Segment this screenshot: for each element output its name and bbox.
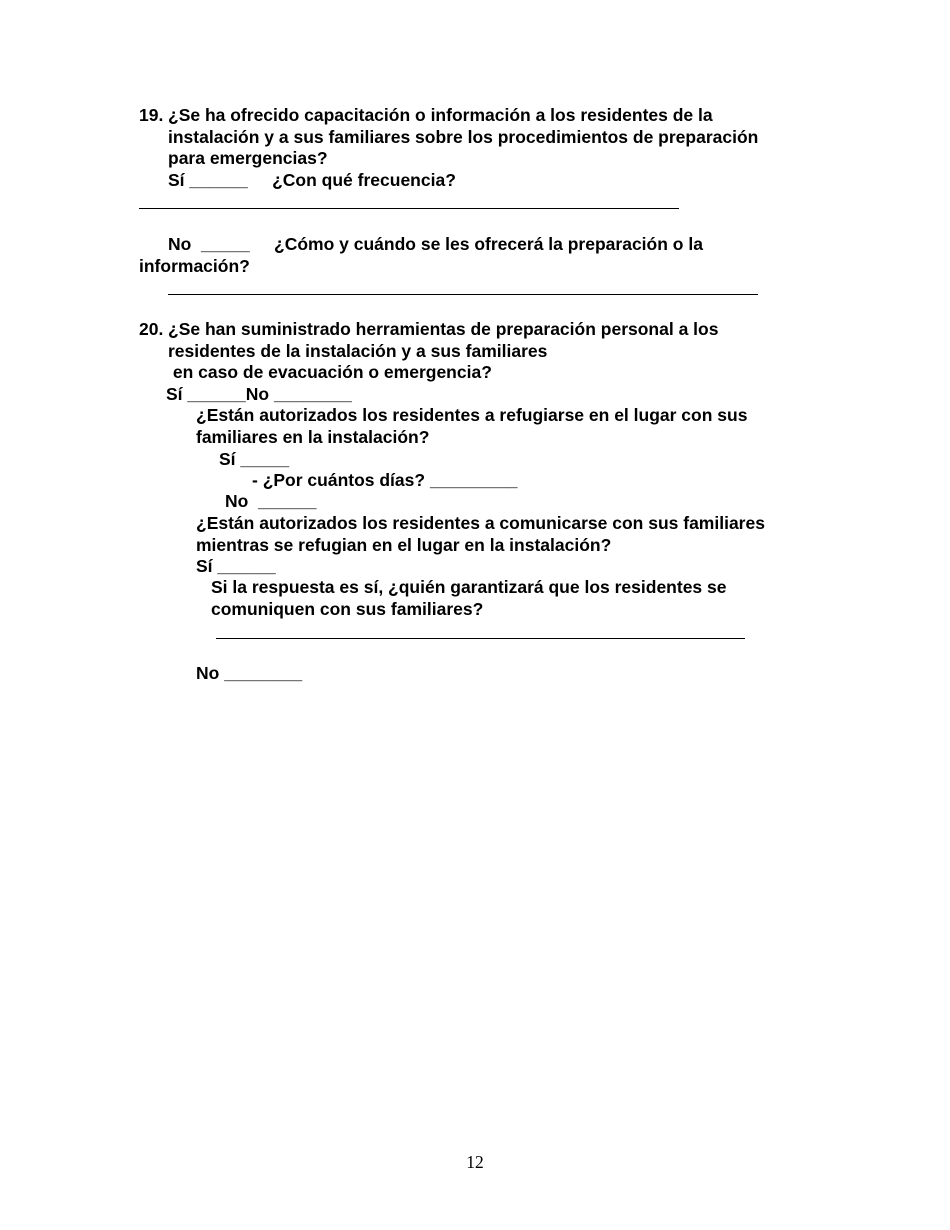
communicate-answer-line xyxy=(216,638,745,639)
q19-number: 19. xyxy=(139,105,164,125)
q19-yes-line: Sí ______ ¿Con qué frecuencia? xyxy=(168,170,456,190)
q19-no-line: No _____ ¿Cómo y cuándo se les ofrecerá la preparación o la xyxy=(168,234,703,254)
q19-question-line-2: instalación y a sus familiares sobre los procedimientos de preparación xyxy=(168,127,759,147)
q20-yes-no-line: Sí ______No ________ xyxy=(166,384,352,404)
shelter-yes-line: Sí _____ xyxy=(219,449,290,469)
communicate-question-line-1: ¿Están autorizados los residentes a comunicarse con sus familiares xyxy=(196,513,765,533)
shelter-days-line: - ¿Por cuántos días? _________ xyxy=(252,470,518,490)
q20-question-line-1: ¿Se han suministrado herramientas de preparación personal a los xyxy=(168,319,719,339)
page-number: 12 xyxy=(466,1152,484,1172)
q20-number: 20. xyxy=(139,319,164,339)
q19-question-line-3: para emergencias? xyxy=(168,148,328,168)
shelter-question-line-1: ¿Están autorizados los residentes a refugiarse en el lugar con sus xyxy=(196,405,748,425)
communicate-followup-line-2: comuniquen con sus familiares? xyxy=(211,599,484,619)
q19-no-line-cont: información? xyxy=(139,256,250,276)
communicate-followup-line-1: Si la respuesta es sí, ¿quién garantizará que los residentes se xyxy=(211,577,727,597)
q19-question-line-1: ¿Se ha ofrecido capacitación o información a los residentes de la xyxy=(168,105,713,125)
shelter-no-line: No ______ xyxy=(225,491,317,511)
communicate-yes-line: Sí ______ xyxy=(196,556,276,576)
communicate-question-line-2: mientras se refugian en el lugar en la instalación? xyxy=(196,535,612,555)
q19-no-answer-line xyxy=(168,294,758,295)
q20-question-line-2: residentes de la instalación y a sus familiares xyxy=(168,341,548,361)
q20-question-line-3: en caso de evacuación o emergencia? xyxy=(168,362,492,382)
shelter-question-line-2: familiares en la instalación? xyxy=(196,427,430,447)
communicate-no-line: No ________ xyxy=(196,663,303,683)
q19-yes-answer-line xyxy=(139,208,679,209)
